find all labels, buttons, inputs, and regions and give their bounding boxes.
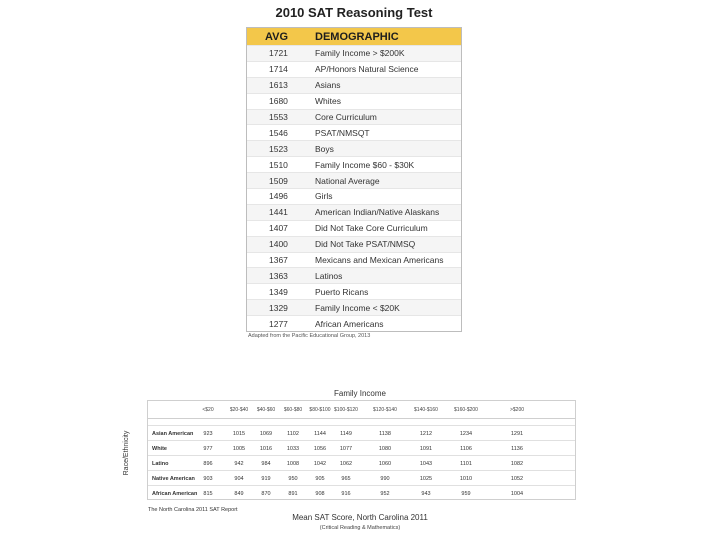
sat-demographic-table <box>246 27 462 332</box>
score-cell: 1080 <box>378 446 392 452</box>
family-income-label: Family Income <box>333 389 386 398</box>
income-column-header: $120-$140 <box>373 407 397 413</box>
demographic-cell: Girls <box>315 191 333 202</box>
sat-table-row <box>247 236 461 252</box>
score-cell: 1291 <box>510 431 524 437</box>
sat-table-row <box>247 45 461 61</box>
avg-score-cell: 1400 <box>269 239 288 250</box>
demographic-cell: Family Income < $20K <box>315 302 400 313</box>
score-cell: 1102 <box>287 431 299 437</box>
score-cell: 1138 <box>379 431 391 437</box>
demographic-cell: American Indian/Native Alaskans <box>315 207 440 218</box>
income-race-table <box>147 400 576 500</box>
score-cell: 942 <box>234 461 244 467</box>
score-cell: 965 <box>341 476 351 482</box>
score-cell: 1010 <box>459 476 473 482</box>
avg-score-cell: 1510 <box>269 159 288 170</box>
income-column-header: $80-$100 <box>309 407 331 413</box>
avg-score-cell: 1509 <box>269 175 288 186</box>
nc-table-source: The North Carolina 2011 SAT Report <box>148 507 238 513</box>
demographic-cell: Did Not Take PSAT/NMSQ <box>315 239 416 250</box>
sat-table-row <box>247 283 461 299</box>
income-race-row <box>148 485 575 501</box>
score-cell: 1062 <box>339 461 353 467</box>
income-race-row <box>148 455 575 471</box>
score-cell: 908 <box>315 491 325 497</box>
score-cell: 1043 <box>419 461 433 467</box>
income-column-header: $60-$80 <box>283 407 303 413</box>
avg-score-cell: 1277 <box>269 318 288 329</box>
score-cell: 916 <box>341 491 351 497</box>
score-cell: 952 <box>380 491 390 497</box>
income-column-header: >$200 <box>509 407 525 413</box>
score-cell: 1016 <box>259 446 273 452</box>
nc-table-caption: Mean SAT Score, North Carolina 2011 <box>292 513 428 522</box>
sat-table-title: 2010 SAT Reasoning Test <box>275 5 433 20</box>
avg-column-header: AVG <box>265 30 289 43</box>
score-cell: 923 <box>203 431 213 437</box>
demographic-cell: Family Income $60 - $30K <box>315 159 415 170</box>
income-race-row <box>148 425 575 441</box>
score-cell: 870 <box>261 491 271 497</box>
income-column-header: $40-$60 <box>256 407 276 413</box>
demographic-cell: Whites <box>315 96 341 107</box>
sat-table-row <box>247 315 461 331</box>
demographic-cell: Latinos <box>315 270 343 281</box>
avg-score-cell: 1363 <box>269 270 288 281</box>
score-cell: 905 <box>315 476 325 482</box>
sat-table-row <box>247 220 461 236</box>
avg-score-cell: 1496 <box>269 191 288 202</box>
sat-table-header <box>247 28 461 45</box>
demographic-cell: National Average <box>315 175 380 186</box>
income-race-row <box>148 440 575 456</box>
sat-table-body <box>247 45 461 331</box>
nc-table-subcaption: (Critical Reading & Mathematics) <box>319 525 401 531</box>
score-cell: 903 <box>203 476 213 482</box>
score-cell: 1136 <box>511 446 523 452</box>
score-cell: 1025 <box>419 476 433 482</box>
sat-table-row <box>247 109 461 125</box>
income-race-row <box>148 470 575 486</box>
score-cell: 919 <box>261 476 271 482</box>
avg-score-cell: 1329 <box>269 302 288 313</box>
score-cell: 977 <box>203 446 213 452</box>
demographic-cell: Boys <box>315 143 334 154</box>
sat-table-row <box>247 77 461 93</box>
sat-table-row <box>247 299 461 315</box>
score-cell: 990 <box>380 476 390 482</box>
demographic-cell: Core Curriculum <box>315 112 377 122</box>
avg-score-cell: 1367 <box>269 255 288 266</box>
sat-table-row <box>247 204 461 220</box>
demographic-cell: Puerto Ricans <box>315 286 369 297</box>
income-column-header: $160-$200 <box>454 407 478 413</box>
score-cell: 896 <box>203 461 213 467</box>
avg-score-cell: 1613 <box>269 80 288 91</box>
score-cell: 1091 <box>419 446 433 452</box>
avg-score-cell: 1546 <box>269 127 288 138</box>
score-cell: 904 <box>234 476 244 482</box>
group-cell: Native American <box>152 476 195 482</box>
avg-score-cell: 1714 <box>269 64 288 75</box>
demographic-cell: Mexicans and Mexican Americans <box>315 255 444 266</box>
sat-table-row <box>247 140 461 156</box>
demographic-cell: Asians <box>315 80 341 91</box>
score-cell: 891 <box>288 491 298 497</box>
sat-table-row <box>247 267 461 283</box>
group-cell: Asian American <box>152 431 194 437</box>
score-cell: 1212 <box>419 431 433 437</box>
score-cell: 1033 <box>286 446 300 452</box>
score-cell: 1144 <box>314 431 326 437</box>
score-cell: 984 <box>261 461 271 467</box>
score-cell: 815 <box>203 491 213 497</box>
avg-score-cell: 1523 <box>269 143 288 154</box>
demographic-cell: PSAT/NMSQT <box>315 127 370 138</box>
score-cell: 950 <box>288 476 298 482</box>
sat-table-row <box>247 93 461 109</box>
demographic-cell: Did Not Take Core Curriculum <box>315 223 428 234</box>
score-cell: 1106 <box>460 446 472 452</box>
score-cell: 1069 <box>259 431 273 437</box>
score-cell: 1077 <box>339 446 353 452</box>
score-cell: 1056 <box>313 446 327 452</box>
score-cell: 943 <box>421 491 431 497</box>
race-ethnicity-label: Race/Ethnicity <box>123 430 130 476</box>
score-cell: 1042 <box>313 461 327 467</box>
income-column-header: <$20 <box>202 407 214 413</box>
score-cell: 1234 <box>459 431 473 437</box>
avg-score-cell: 1680 <box>269 96 288 107</box>
score-cell: 1101 <box>460 461 472 467</box>
sat-table-row <box>247 172 461 188</box>
score-cell: 1082 <box>510 461 524 467</box>
score-cell: 1004 <box>510 491 524 497</box>
group-cell: White <box>152 446 167 452</box>
avg-score-cell: 1721 <box>269 48 288 59</box>
sat-table-source: Adapted from the Pacific Educational Group, 2013 <box>248 333 371 339</box>
score-cell: 1015 <box>232 431 246 437</box>
avg-score-cell: 1441 <box>269 207 288 218</box>
sat-table-row <box>247 61 461 77</box>
income-column-headers <box>148 401 575 419</box>
avg-score-cell: 1349 <box>269 286 288 297</box>
score-cell: 1008 <box>286 461 300 467</box>
score-cell: 1005 <box>232 446 246 452</box>
score-cell: 1149 <box>340 431 352 437</box>
demographic-cell: AP/Honors Natural Science <box>315 64 419 75</box>
sat-table-row <box>247 252 461 268</box>
sat-table-row <box>247 124 461 140</box>
income-column-header: $20-$40 <box>229 407 249 413</box>
score-cell: 1060 <box>378 461 392 467</box>
income-column-header: $100-$120 <box>334 407 358 413</box>
avg-score-cell: 1553 <box>269 112 288 122</box>
group-cell: African American <box>152 491 198 497</box>
demographic-cell: Family Income > $200K <box>315 48 405 59</box>
group-cell: Latino <box>152 461 169 467</box>
sat-table-row <box>247 188 461 204</box>
score-cell: 1052 <box>510 476 524 482</box>
sat-table-row <box>247 156 461 172</box>
avg-score-cell: 1407 <box>269 223 288 234</box>
score-cell: 849 <box>234 491 244 497</box>
income-column-header: $140-$160 <box>414 407 438 413</box>
score-cell: 959 <box>461 491 471 497</box>
demographic-column-header: DEMOGRAPHIC <box>315 30 399 43</box>
demographic-cell: African Americans <box>315 318 384 329</box>
